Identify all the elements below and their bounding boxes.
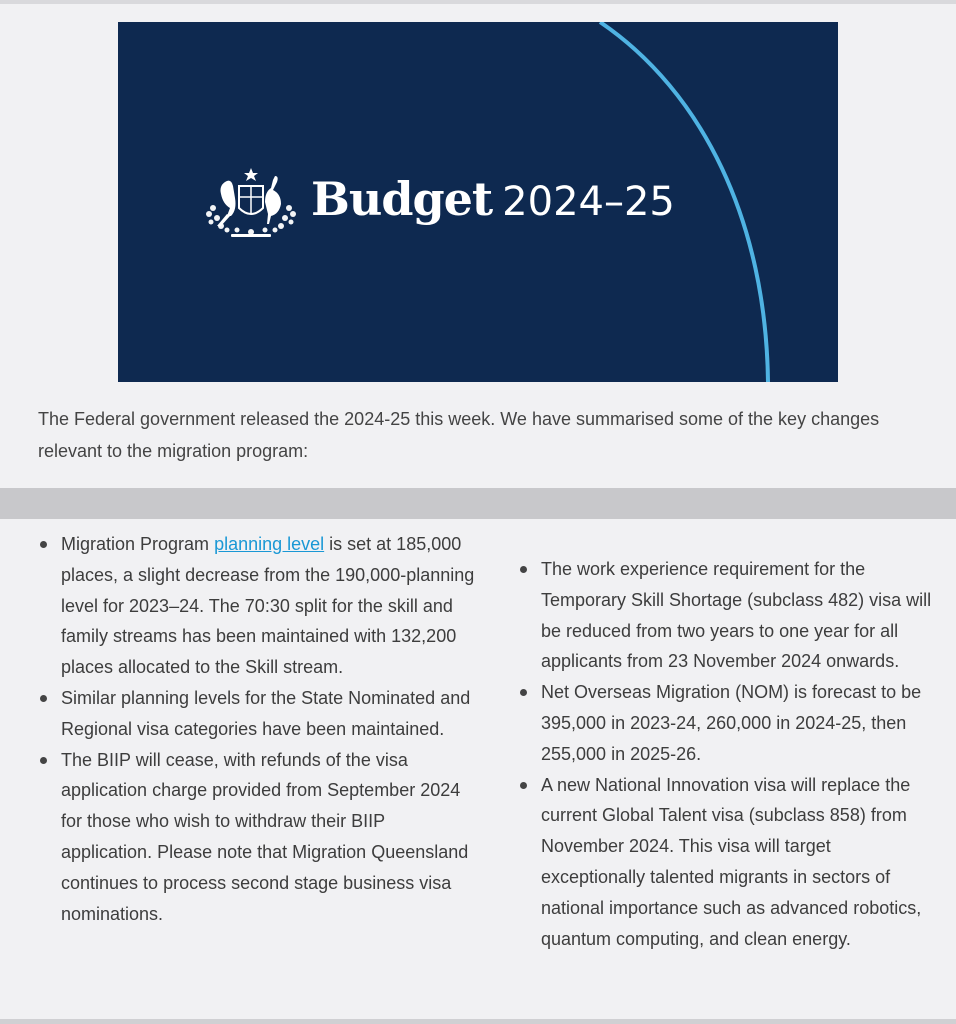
banner-title-budget: Budget <box>311 172 493 226</box>
left-bullet-list <box>38 529 478 929</box>
list-item: The work experience requirement for the Temporary Skill Shortage (subclass 482) visa will be reduced from two years to one year for all applicants from 23 November 2024 onwards. <box>518 554 933 677</box>
bullet-text-after-link: is set at 185,000 places, a slight decrease from the 190,000-planning level for 2023–24. The 70:30 split for the skill and family streams has been maintained with 132,200 places allocated to the Skill stream. <box>61 534 475 678</box>
coat-of-arms-icon <box>203 168 299 238</box>
list-item <box>38 529 478 683</box>
bottom-edge <box>0 1019 956 1024</box>
right-bullet-list <box>518 554 933 954</box>
bullet-text-before-link: Migration Program <box>61 534 215 554</box>
banner-title-year: 2024–25 <box>502 179 675 225</box>
section-divider <box>0 488 956 519</box>
budget-banner <box>118 22 838 382</box>
list-item: The BIIP will cease, with refunds of the visa application charge provided from September 2024 for those who wish to withdraw their BIIP application. Please note that Migration Queensland continues to process second stage business visa nominations. <box>38 745 478 930</box>
intro-paragraph: The Federal government released the 2024-25 this week. We have summarised some of the key changes relevant to the migration program: <box>38 409 880 461</box>
planning-level-link[interactable]: planning level <box>214 534 325 554</box>
banner-title <box>311 172 675 226</box>
list-item: Similar planning levels for the State Nominated and Regional visa categories have been maintained. <box>38 683 478 745</box>
top-edge <box>0 0 956 4</box>
list-item: Net Overseas Migration (NOM) is forecast to be 395,000 in 2023-24, 260,000 in 2024-25, then 255,000 in 2025-26. <box>518 677 933 769</box>
list-item: A new National Innovation visa will replace the current Global Talent visa (subclass 858) from November 2024. This visa will target exceptionally talented migrants in sectors of national importance such as advanced robotics, quantum computing, and clean energy. <box>518 770 933 955</box>
